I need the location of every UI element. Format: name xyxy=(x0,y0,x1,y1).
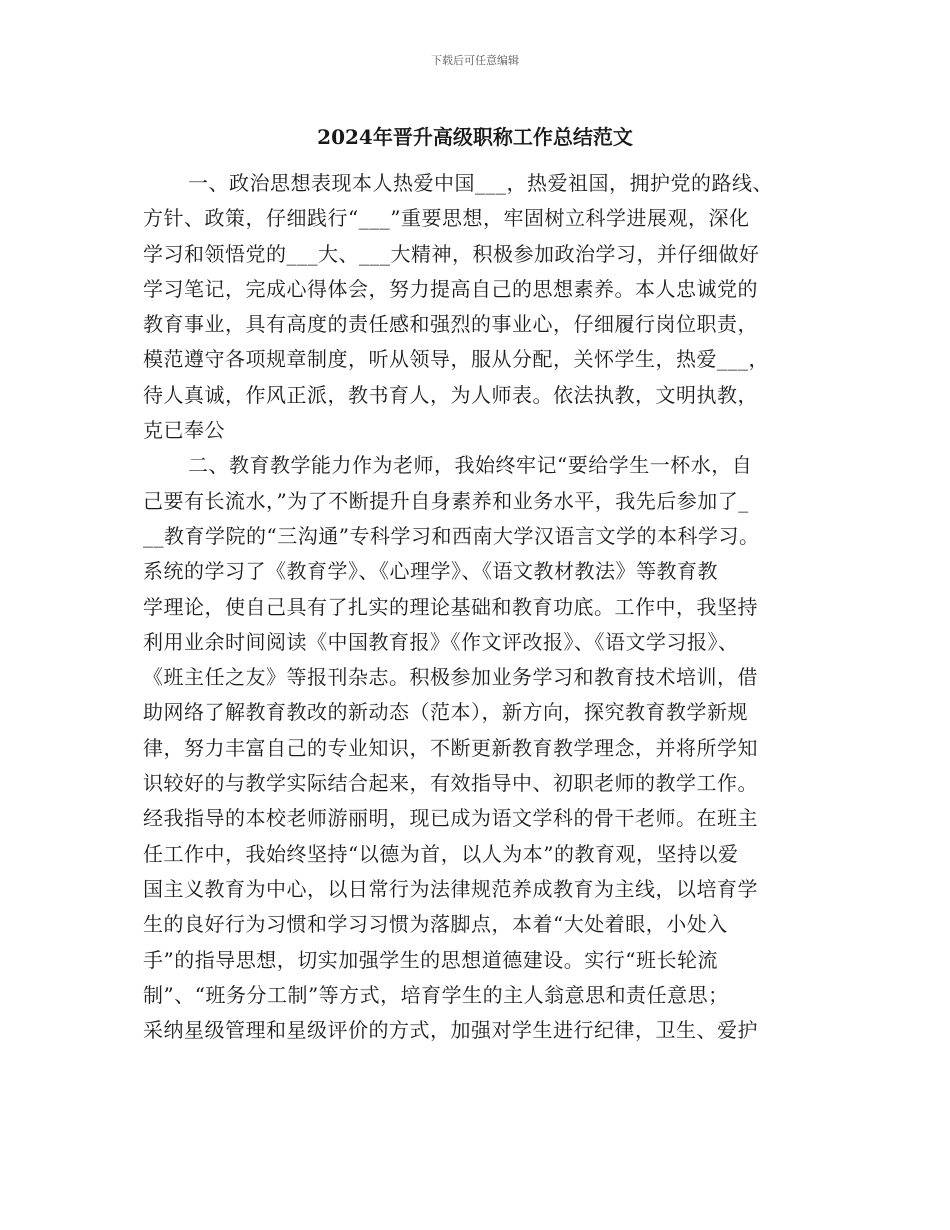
paragraph-1-line: 待人真诚，作风正派，教书育人，为人师表。依法执教，文明执教， xyxy=(143,382,758,407)
paragraph-1-line: 模范遵守各项规章制度，听从领导，服从分配，关怀学生，热爱___， xyxy=(143,347,769,372)
paragraph-2-line: 二、教育教学能力作为老师，我始终牢记“要给学生一杯水，自 xyxy=(188,453,753,478)
paragraph-1-line: 方针、政策，仔细践行“___”重要思想，牢固树立科学进展观，深化 xyxy=(143,206,750,231)
paragraph-1-line: 克已奉公 xyxy=(143,418,225,443)
paragraph-2-line: __教育学院的“三沟通”专科学习和西南大学汉语言文学的本科学习。 xyxy=(143,523,760,548)
paragraph-1-line: 教育事业，具有高度的责任感和强烈的事业心，仔细履行岗位职责， xyxy=(143,312,758,337)
document-body xyxy=(143,166,811,1048)
paragraph-2-line: 学理论，使自己具有了扎实的理论基础和教育功底。工作中，我坚持 xyxy=(143,594,758,619)
document-title: 2024年晋升高级职称工作总结范文 xyxy=(317,125,633,149)
paragraph-2-line: 制”、“班务分工制”等方式，培育学生的主人翁意思和责任意思； xyxy=(143,982,729,1007)
paragraph-1-line: 学习笔记，完成心得体会，努力提高自己的思想素养。本人忠诚党的 xyxy=(143,276,758,301)
paragraph-2-line: 助网络了解教育教改的新动态（范本），新方向，探究教育教学新规 xyxy=(143,700,748,725)
paragraph-1-line: 学习和领悟党的___大、___大精神，积极参加政治学习，并仔细做好 xyxy=(143,241,760,266)
paragraph-2-line: 己要有长流水，”为了不断提升自身素养和业务水平，我先后参加了_ xyxy=(143,488,749,513)
paragraph-2-line: 《班主任之友》等报刊杂志。积极参加业务学习和教育技术培训，借 xyxy=(143,665,758,690)
paragraph-2-line: 利用业余时间阅读《中国教育报》《作文评改报》、《语文学习报》、 xyxy=(143,629,739,654)
paragraph-2-line: 手”的指导思想，切实加强学生的思想道德建设。实行“班长轮流 xyxy=(143,947,718,972)
paragraph-2-line: 律，努力丰富自己的专业知识，不断更新教育教学理念，并将所学知 xyxy=(143,735,758,760)
paragraph-2-line: 系统的学习了《教育学》、《心理学》、《语文教材教法》等教育教 xyxy=(143,559,718,584)
paragraph-2-line: 采纳星级管理和星级评价的方式，加强对学生进行纪律，卫生、爱护 xyxy=(143,1018,758,1043)
paragraph-2-line: 识较好的与教学实际结合起来，有效指导中、初职老师的教学工作。 xyxy=(143,771,758,796)
paragraph-2-line: 经我指导的本校老师游丽明，现已成为语文学科的骨干老师。在班主 xyxy=(143,806,758,831)
paragraph-2-line: 国主义教育为中心，以日常行为法律规范养成教育为主线，以培育学 xyxy=(143,876,758,901)
paragraph-1-line: 一、政治思想表现本人热爱中国___，热爱祖国，拥护党的路线、 xyxy=(188,171,773,195)
paragraph-2-line: 生的良好行为习惯和学习习惯为落脚点，本着“大处着眼，小处入 xyxy=(143,912,728,937)
paragraph-2-line: 任工作中，我始终坚持“以德为首，以人为本”的教育观，坚持以爱 xyxy=(143,841,739,866)
header-note: 下载后可任意编辑 xyxy=(431,54,519,67)
